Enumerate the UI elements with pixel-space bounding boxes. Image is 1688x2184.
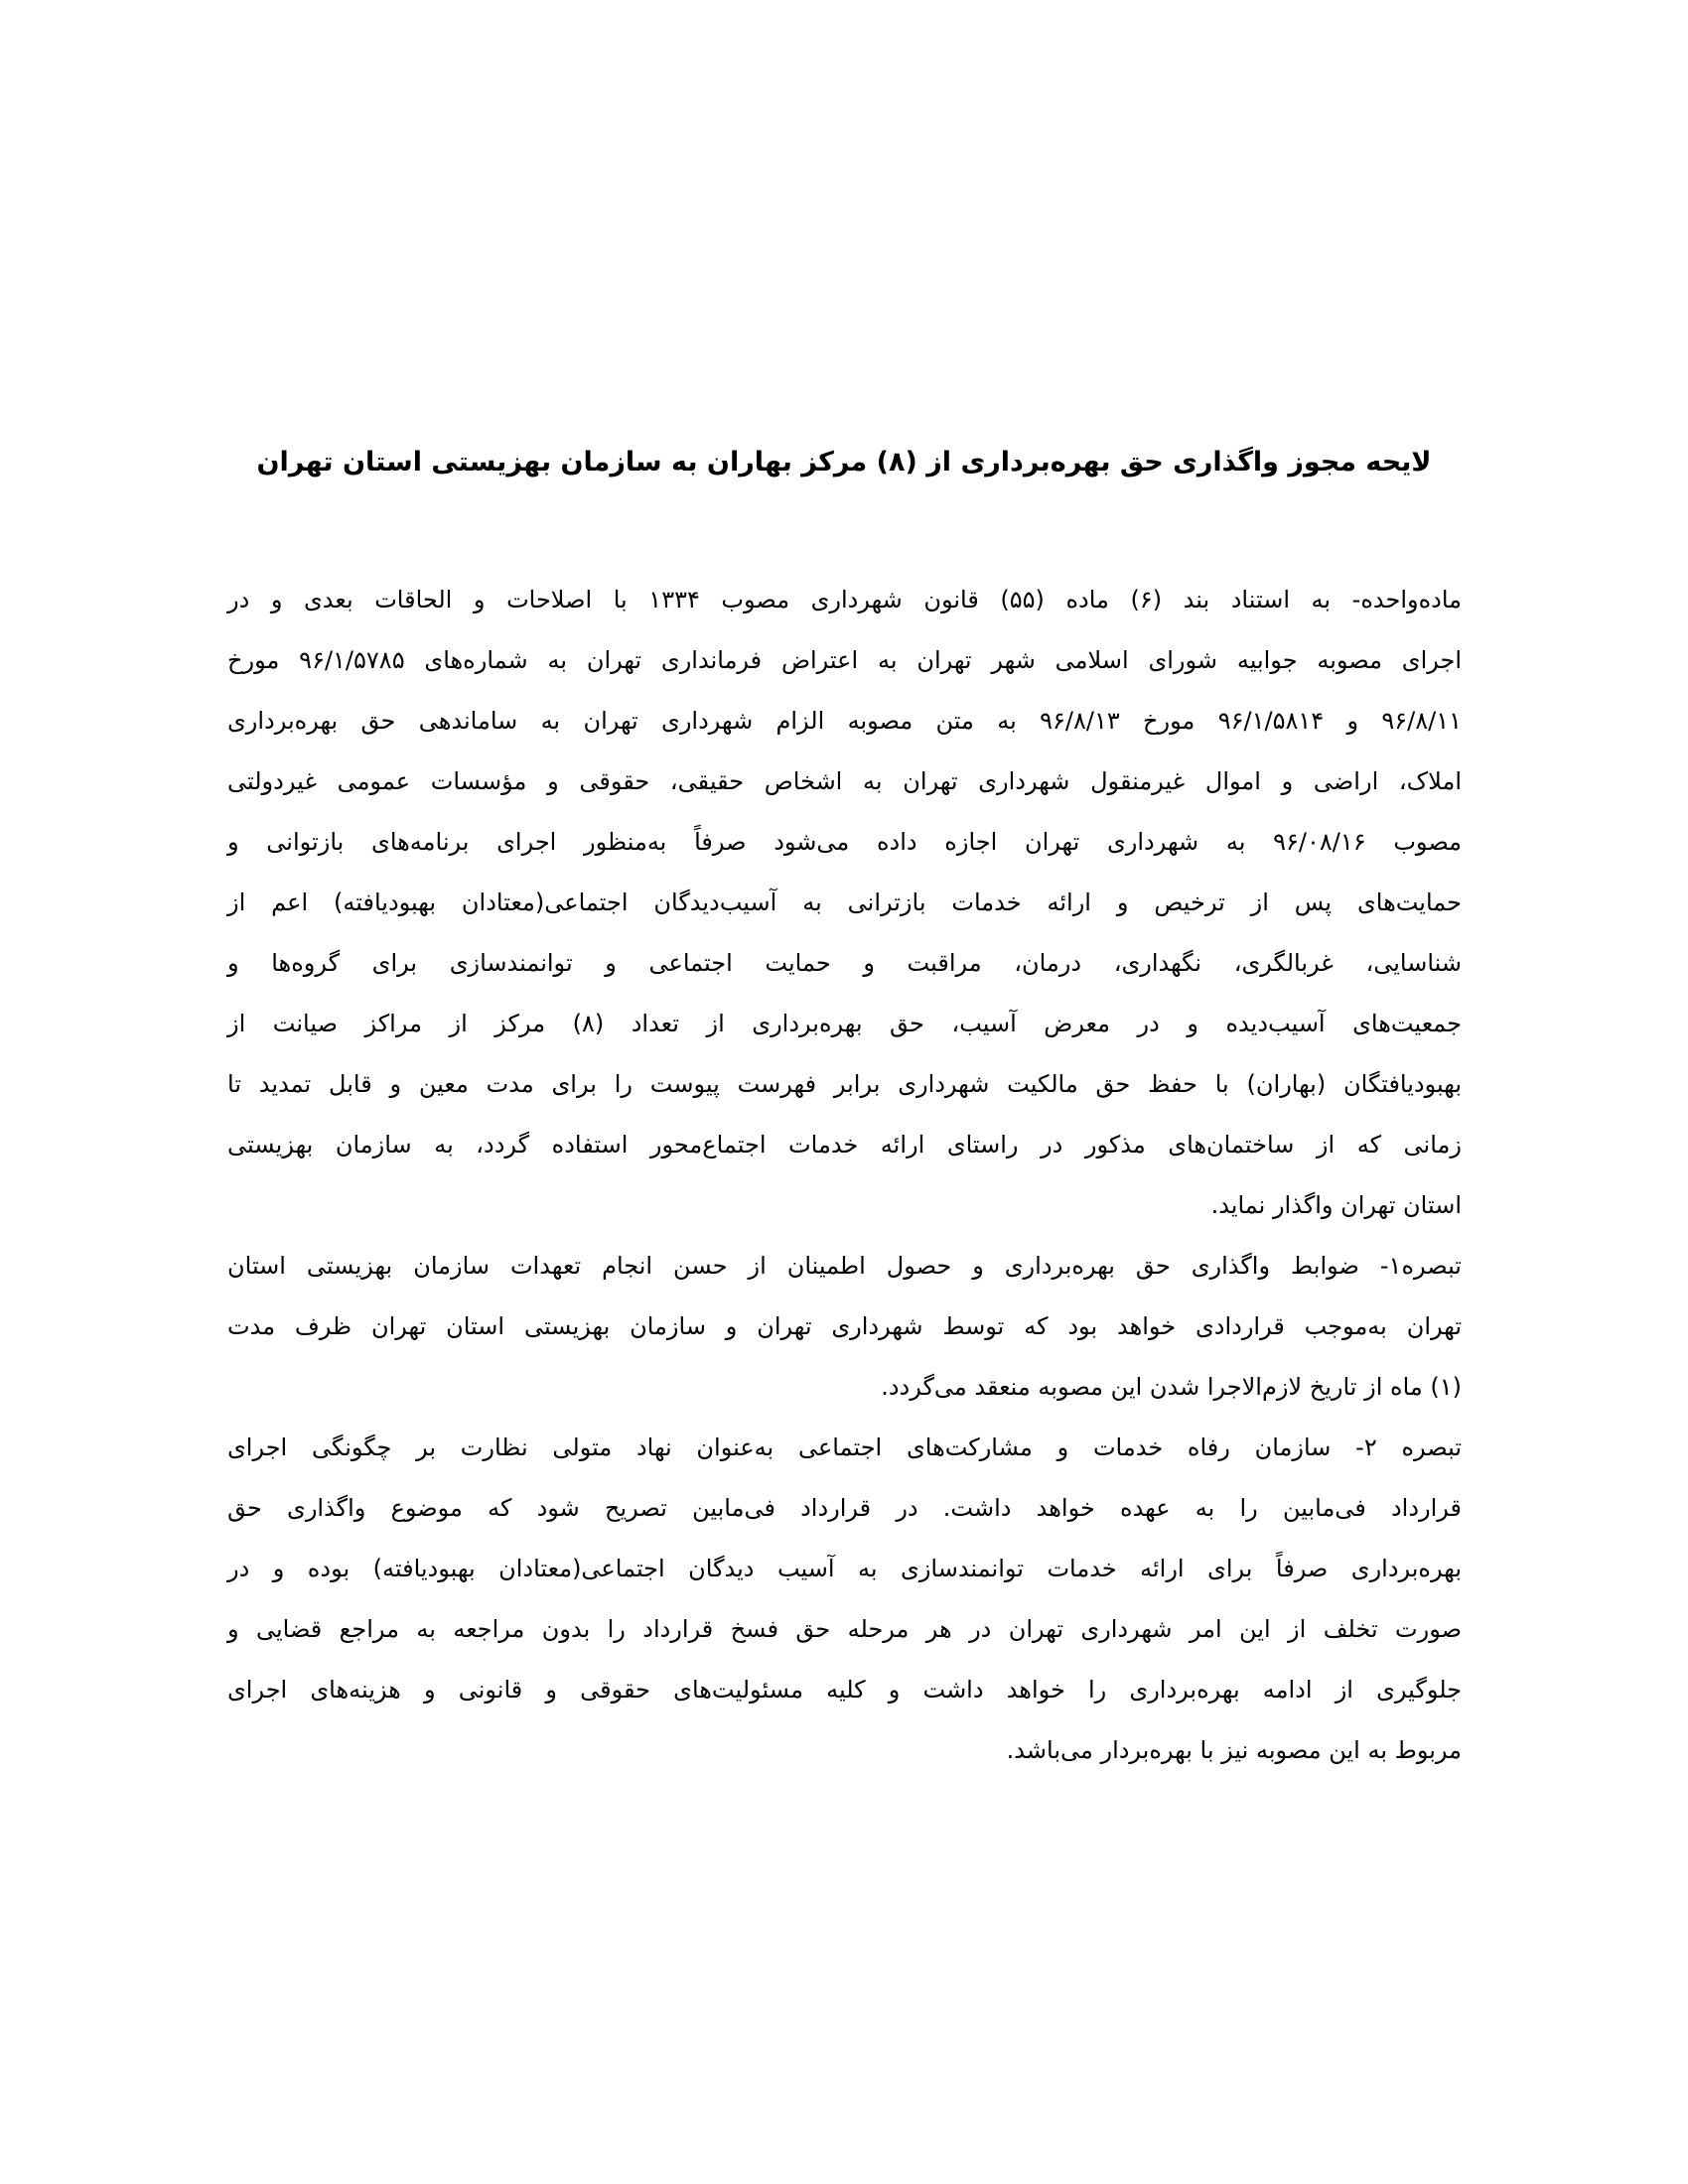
note-2-line: جلوگیری از ادامه بهره‌برداری را خواهد داشت و کلیه مسئولیت‌های حقوقی و قانونی و هزینه‌های اجرای <box>227 1676 1462 1704</box>
document-body <box>227 578 1462 1789</box>
note-2-line: صورت تخلف از این امر شهرداری تهران در هر مرحله حق فسخ قرارداد را بدون مراجعه به مراجع قضایی و <box>227 1615 1462 1643</box>
body-line: ماده‌واحده- به استناد بند (۶) ماده (۵۵) قانون شهرداری مصوب ۱۳۳۴ با اصلاحات و الحاقات بعدی و در <box>227 586 1463 614</box>
note-1-line: تهران به‌موجب قراردادی خواهد بود که توسط شهرداری تهران و سازمان بهزیستی استان تهران ظرف مدت <box>227 1312 1462 1340</box>
body-line: مصوب ۹۶/۰۸/۱۶ به شهرداری تهران اجازه داده می‌شود صرفاً به‌منظور اجرای برنامه‌های بازتوانی و <box>227 828 1462 856</box>
body-line: استان تهران واگذار نماید. <box>1210 1191 1462 1219</box>
body-line: شناسایی، غربالگری، نگهداری، درمان، مراقبت و حمایت اجتماعی و توانمندسازی برای گروه‌ها و <box>227 949 1462 977</box>
document-title: لایحه مجوز واگذاری حق بهره‌برداری از (۸) مرکز بهاران به سازمان بهزیستی استان تهران <box>256 447 1432 478</box>
body-line: بهبودیافتگان (بهاران) با حفظ حق مالکیت شهرداری برابر فهرست پیوست را برای مدت معین و قابل تمدید تا <box>227 1070 1462 1098</box>
body-line: جمعیت‌های آسیب‌دیده و در معرض آسیب، حق بهره‌برداری از تعداد (۸) مرکز از مراکز صیانت از <box>227 1010 1462 1037</box>
note-1-line: (۱) ماه از تاریخ لازم‌الاجرا شدن این مصوبه منعقد می‌گردد. <box>881 1373 1462 1401</box>
body-line: اجرای مصوبه جوابیه شورای اسلامی شهر تهران به اعتراض فرمانداری تهران به شماره‌های ۹۶/۱/۵۷۸۵ مورخ <box>227 646 1462 674</box>
note-2-line: قرارداد فی‌مابین را به عهده خواهد داشت. در قرارداد فی‌مابین تصریح شود که موضوع واگذاری حق <box>227 1494 1462 1522</box>
note-1-line: تبصره۱- ضوابط واگذاری حق بهره‌برداری و حصول اطمینان از حسن انجام تعهدات سازمان بهزیستی استان <box>227 1252 1462 1280</box>
note-2-line: تبصره ۲- سازمان رفاه خدمات و مشارکت‌های اجتماعی به‌عنوان نهاد متولی نظارت بر چگونگی اجرای <box>227 1433 1462 1461</box>
body-line: ۹۶/۸/۱۱ و ۹۶/۱/۵۸۱۴ مورخ ۹۶/۸/۱۳ به متن مصوبه الزام شهرداری تهران به ساماندهی حق بهره‌برداری <box>227 707 1463 735</box>
body-line: حمایت‌های پس از ترخیص و ارائه خدمات بازترانی به آسیب‌دیدگان اجتماعی(معتادان بهبودیافته) اعم از <box>227 888 1462 916</box>
note-2-line: مربوط به این مصوبه نیز با بهره‌بردار می‌باشد. <box>1006 1736 1462 1764</box>
body-line: املاک، اراضی و اموال غیرمنقول شهرداری تهران به اشخاص حقیقی، حقوقی و مؤسسات عمومی غیردولتی <box>227 767 1462 795</box>
note-2-line: بهره‌برداری صرفاً برای ارائه خدمات توانمندسازی به آسیب دیدگان اجتماعی(معتادان بهبودیافته) بوده و در <box>227 1555 1462 1582</box>
body-line: زمانی که از ساختمان‌های مذکور در راستای ارائه خدمات اجتماع‌محور استفاده گردد، به سازمان بهزیستی <box>227 1131 1462 1159</box>
